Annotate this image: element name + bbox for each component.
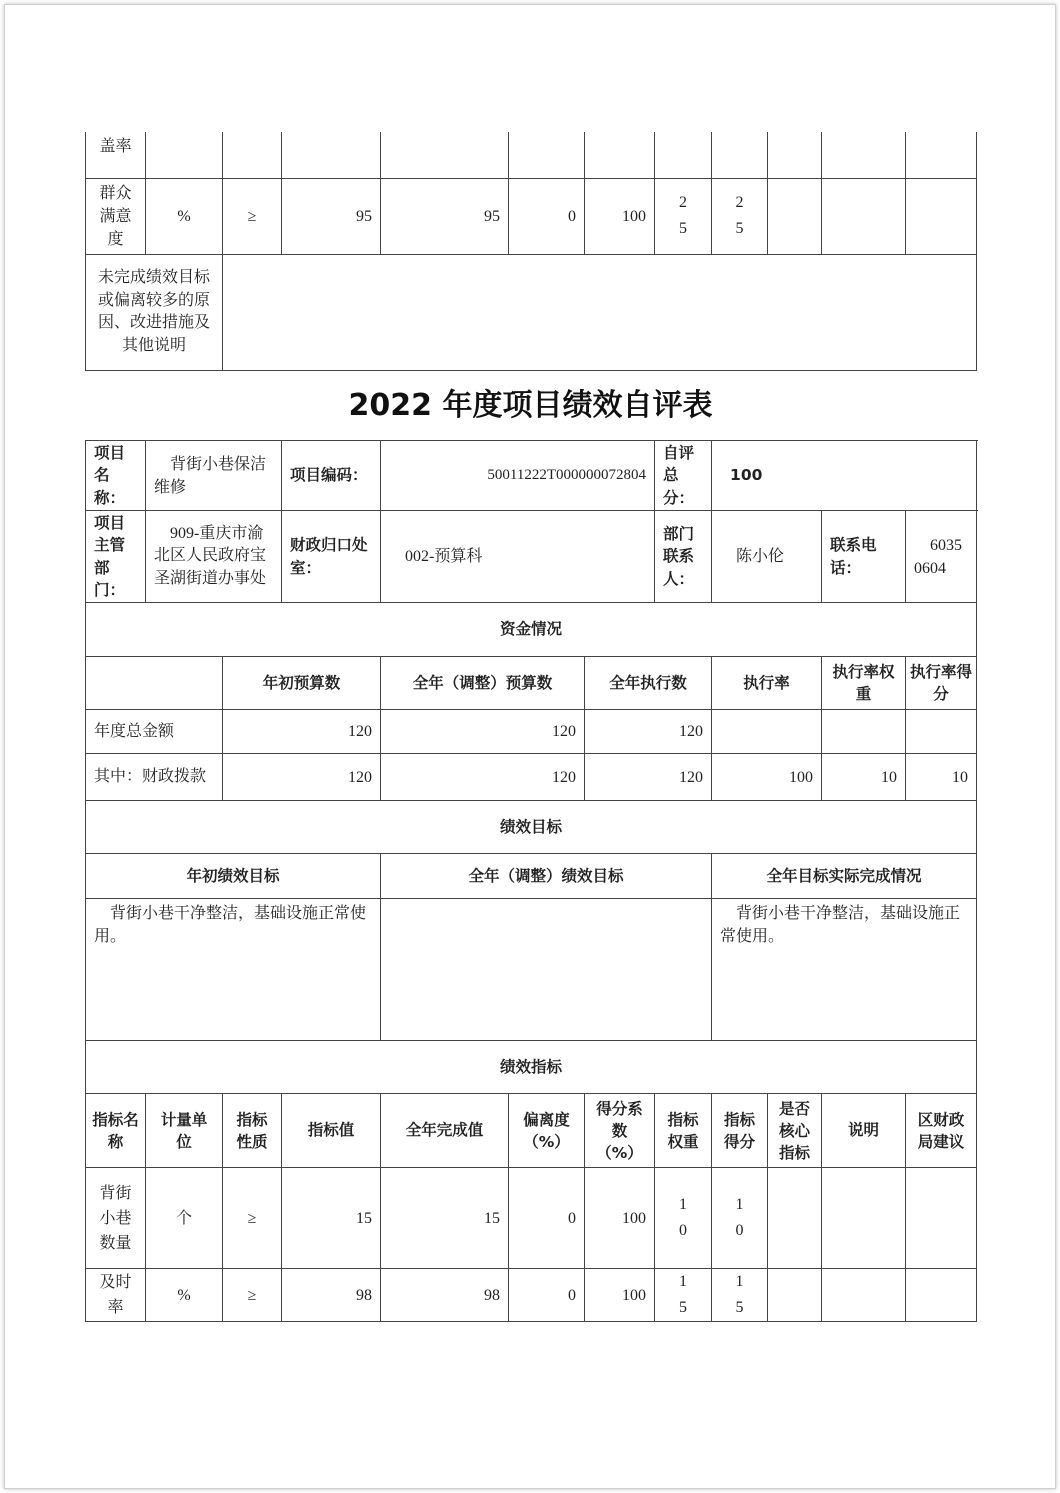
deviation-cell: 0 xyxy=(509,1168,585,1269)
contact-value: 陈小伦 xyxy=(712,511,822,603)
weight-cell: 25 xyxy=(655,178,712,254)
note-cell xyxy=(822,1168,906,1269)
score-cell: 15 xyxy=(712,1269,768,1322)
completed-cell: 98 xyxy=(381,1269,509,1322)
completed-cell: 95 xyxy=(381,178,509,254)
indicator-name-cell: 背街小巷数量 xyxy=(86,1168,146,1269)
column-header: 说明 xyxy=(822,1094,906,1168)
table-row xyxy=(86,441,977,511)
dept-label: 项目主管部门： xyxy=(86,511,146,603)
table-row xyxy=(86,178,977,254)
weight-cell: 10 xyxy=(655,1168,712,1269)
finance-office-label: 财政归口处室： xyxy=(282,511,381,603)
project-name-value: 背街小巷保洁维修 xyxy=(146,441,282,511)
column-header: 执行率 xyxy=(712,657,822,710)
table-cell xyxy=(822,710,906,754)
completed-cell: 15 xyxy=(381,1168,509,1269)
score-cell: 25 xyxy=(712,178,768,254)
column-header: 指标名称 xyxy=(86,1094,146,1168)
table-row xyxy=(86,1168,977,1269)
column-header: 偏离度（%） xyxy=(509,1094,585,1168)
unit-cell: % xyxy=(146,1269,223,1322)
column-header: 执行率权重 xyxy=(822,657,906,710)
table-row xyxy=(86,754,977,801)
unit-cell: 个 xyxy=(146,1168,223,1269)
column-header: 全年（调整）绩效目标 xyxy=(381,854,712,899)
nature-cell: ≥ xyxy=(223,1269,282,1322)
column-header: 全年（调整）预算数 xyxy=(381,657,585,710)
table-row xyxy=(86,132,977,178)
self-score-label: 自评总分： xyxy=(655,441,712,511)
column-header: 指标性质 xyxy=(223,1094,282,1168)
indicator-name-cell: 及时率 xyxy=(86,1269,146,1322)
row-label: 年度总金额 xyxy=(86,710,223,754)
column-header: 执行率得分 xyxy=(906,657,977,710)
table-cell: 120 xyxy=(585,754,712,801)
target-cell: 95 xyxy=(282,178,381,254)
column-header: 全年完成值 xyxy=(381,1094,509,1168)
column-header: 得分系数（%） xyxy=(585,1094,655,1168)
table-row xyxy=(86,899,977,1041)
table-row xyxy=(86,603,977,657)
phone-value: 60350604 xyxy=(906,511,977,603)
dept-value: 909-重庆市渝北区人民政府宝圣湖街道办事处 xyxy=(146,511,282,603)
row-label: 其中：财政拨款 xyxy=(86,754,223,801)
project-code-label: 项目编码： xyxy=(282,441,381,511)
page-title: 2022 年度项目绩效自评表 xyxy=(348,388,713,423)
column-header: 指标得分 xyxy=(712,1094,768,1168)
coefficient-cell: 100 xyxy=(585,1168,655,1269)
coefficient-cell: 100 xyxy=(585,178,655,254)
table-row xyxy=(86,1269,977,1322)
table-row xyxy=(86,511,977,603)
note-cell xyxy=(822,1269,906,1322)
indicators-section-title: 绩效指标 xyxy=(86,1041,977,1094)
notes-label: 未完成绩效目标或偏离较多的原因、改进措施及其他说明 xyxy=(86,254,223,370)
finance-office-value: 002-预算科 xyxy=(381,511,655,603)
table-cell: 120 xyxy=(585,710,712,754)
adjusted-goal-text xyxy=(381,899,712,1041)
deviation-cell: 0 xyxy=(509,1269,585,1322)
actual-completion-text: 背街小巷干净整洁，基础设施正常使用。 xyxy=(712,899,977,1041)
column-header: 全年执行数 xyxy=(585,657,712,710)
unit-cell: % xyxy=(146,178,223,254)
notes-content xyxy=(223,254,977,370)
table-cell xyxy=(712,710,822,754)
table-cell: 120 xyxy=(381,710,585,754)
indicator-name-cell: 盖率 xyxy=(86,132,146,178)
table-row xyxy=(86,1041,977,1094)
coefficient-cell: 100 xyxy=(585,1269,655,1322)
table-cell: 120 xyxy=(381,754,585,801)
table-cell: 120 xyxy=(223,710,381,754)
column-header: 是否核心指标 xyxy=(768,1094,822,1168)
table-row xyxy=(86,854,977,899)
target-cell: 15 xyxy=(282,1168,381,1269)
goals-section-title: 绩效目标 xyxy=(86,801,977,854)
table-cell: 10 xyxy=(822,754,906,801)
table-cell: 120 xyxy=(223,754,381,801)
column-header: 全年目标实际完成情况 xyxy=(712,854,977,899)
nature-cell: ≥ xyxy=(223,178,282,254)
initial-goal-text: 背街小巷干净整洁，基础设施正常使用。 xyxy=(86,899,381,1041)
column-header: 区财政局建议 xyxy=(906,1094,977,1168)
table-row xyxy=(86,657,977,710)
table-cell xyxy=(906,710,977,754)
nature-cell: ≥ xyxy=(223,1168,282,1269)
project-name-label: 项目名称： xyxy=(86,441,146,511)
table-row xyxy=(86,710,977,754)
indicator-name-cell: 群众满意度 xyxy=(86,178,146,254)
table-row xyxy=(86,254,977,370)
advice-cell xyxy=(906,1269,977,1322)
contact-label: 部门联系人： xyxy=(655,511,712,603)
target-cell: 98 xyxy=(282,1269,381,1322)
table-row xyxy=(86,801,977,854)
previous-indicator-table xyxy=(85,132,977,371)
column-header: 年初预算数 xyxy=(223,657,381,710)
self-score-value: 100 xyxy=(712,441,977,511)
column-header: 年初绩效目标 xyxy=(86,854,381,899)
column-header: 指标值 xyxy=(282,1094,381,1168)
table-cell: 10 xyxy=(906,754,977,801)
funds-section-title: 资金情况 xyxy=(86,603,977,657)
table-cell: 100 xyxy=(712,754,822,801)
phone-label: 联系电话： xyxy=(822,511,906,603)
core-indicator-cell xyxy=(768,1168,822,1269)
weight-cell: 15 xyxy=(655,1269,712,1322)
advice-cell xyxy=(906,1168,977,1269)
evaluation-table xyxy=(85,440,977,1322)
column-header: 计量单位 xyxy=(146,1094,223,1168)
score-cell: 10 xyxy=(712,1168,768,1269)
table-row xyxy=(86,1094,977,1168)
core-indicator-cell xyxy=(768,1269,822,1322)
deviation-cell: 0 xyxy=(509,178,585,254)
column-header: 指标权重 xyxy=(655,1094,712,1168)
project-code-value: 50011222T000000072804 xyxy=(381,441,655,511)
